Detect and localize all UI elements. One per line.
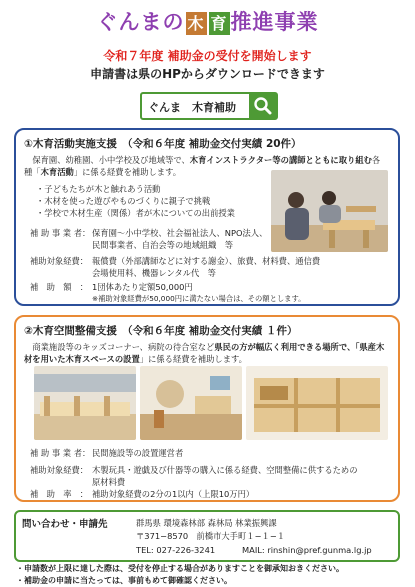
bullet-item: ・学校で木材生産（関係）者が木についての出前授業 [36, 208, 235, 218]
photo-waiting-room [140, 366, 242, 440]
contact-org: 群馬県 環境森林部 森林局 林業振興課 [136, 518, 277, 528]
title-suffix: 推進事業 [230, 10, 319, 34]
download-note: 申請書は県のHPからダウンロードできます [90, 67, 325, 81]
section1-note: ※補助対象経費が50,000円に満たない場合は、その額とします。 [92, 294, 306, 303]
photo-kids-corner [34, 366, 136, 440]
section2-heading: ②木育空間整備支援 （令和６年度 補助金交付実績 １件） [24, 325, 298, 337]
contact-tel: TEL: 027-226-3241 [136, 545, 216, 555]
page-title [0, 6, 415, 36]
announcement: 令和７年度 補助金の受付を開始します [103, 49, 312, 63]
photo-children-woodwork [271, 170, 388, 252]
search-icon [249, 94, 276, 118]
search-text: ぐんま 木育補助 [148, 101, 236, 114]
contact-label: 問い合わせ・申請先 [22, 519, 108, 530]
footnote: ・申請数が上限に達した際は、受付を停止する場合がありますことを御承知おきください。 [16, 564, 344, 573]
search-box[interactable] [140, 92, 278, 120]
section1-intro: 保育園、幼稚園、小中学校及び地域等で、木育インストラクター等の講師とともに取り組む各種「木育活動」に係る経費を補助します。 [24, 155, 381, 177]
contact-mail[interactable]: MAIL: rinshin@pref.gunma.lg.jp [242, 545, 372, 555]
footnote: ・補助金の申請に当たっては、事前もめて御確認ください。 [16, 576, 232, 585]
section1-heading: ①木育活動実施支援 （令和６年度 補助金交付実績 20件） [24, 138, 302, 150]
bullet-item: ・子どもたちが木と触れあう活動 [36, 184, 161, 194]
title-prefix: ぐんまの [96, 10, 185, 34]
photo-wooden-shelf [246, 366, 388, 440]
bullet-item: ・木材を使った遊びやものづくりに親子で挑戦 [36, 196, 211, 206]
title-tile-grow: 育 [210, 13, 228, 33]
section2-intro: 商業施設等のキッズコーナー、病院の待合室など県民の方が幅広く利用できる場所で、「県産木材を用いた木育スペースの設置」に係る経費を補助します。 [24, 342, 385, 364]
title-tile-wood: 木 [187, 13, 205, 33]
section1-bullets [36, 183, 235, 219]
contact-address: 〒371−8570 前橋市大手町１−１−１ [136, 531, 286, 541]
search-button[interactable] [249, 94, 276, 118]
